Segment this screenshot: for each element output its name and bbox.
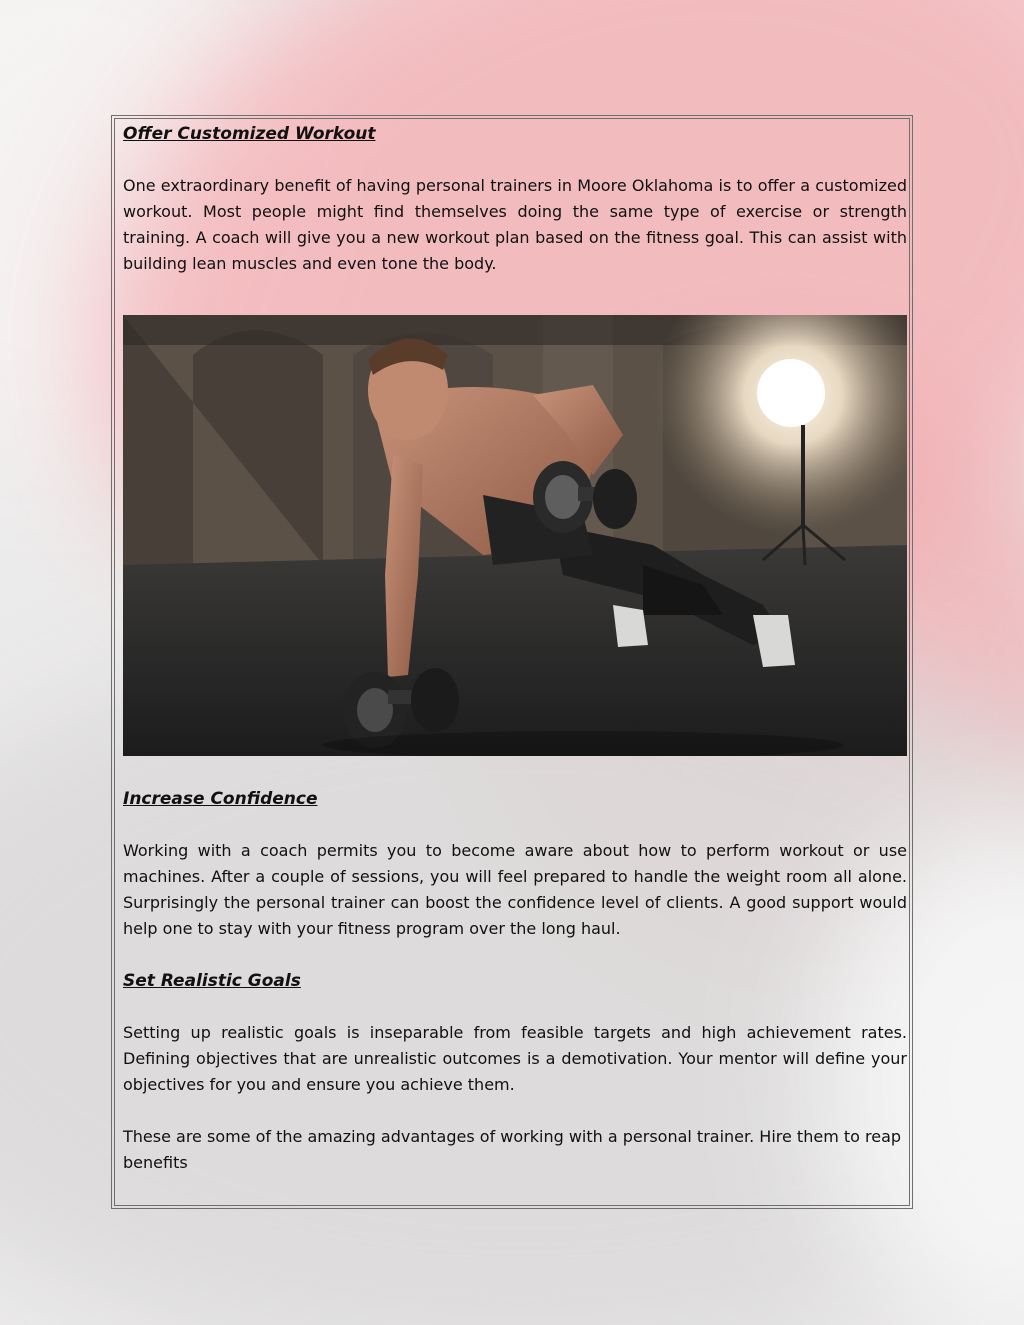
document-frame [111, 115, 913, 1209]
workout-photo [123, 315, 907, 756]
closing-paragraph: These are some of the amazing advantages of working with a personal trainer. Hire them to reap benefits [123, 1127, 902, 1172]
section-paragraph-increase-confidence: Working with a coach permits you to become aware about how to perform workout or use machines. After a couple of sessions, you will feel prepared to handle the weight room all alone. Surprisingly the personal trainer can boost the confidence level of clients. A good support would help one to stay with your fitness program over the long haul. [123, 841, 907, 938]
section-paragraph-realistic-goals: Setting up realistic goals is inseparable from feasible targets and high achievement rates. Defining objectives that are unrealistic outcomes is a demotivation. Your mentor will define your objectives for you and ensure you achieve them. [123, 1023, 907, 1094]
section-paragraph-customized-workout: One extraordinary benefit of having personal trainers in Moore Oklahoma is to offer a customized workout. Most people might find themselves doing the same type of exercise or strength training. A coach will give you a new workout plan based on the fitness goal. This can assist with building lean muscles and even tone the body. [123, 176, 907, 273]
document-content [123, 121, 907, 1176]
section-heading-customized-workout: Offer Customized Workout [123, 124, 376, 144]
section-heading-realistic-goals: Set Realistic Goals [123, 971, 301, 991]
section-heading-increase-confidence: Increase Confidence [123, 789, 318, 809]
